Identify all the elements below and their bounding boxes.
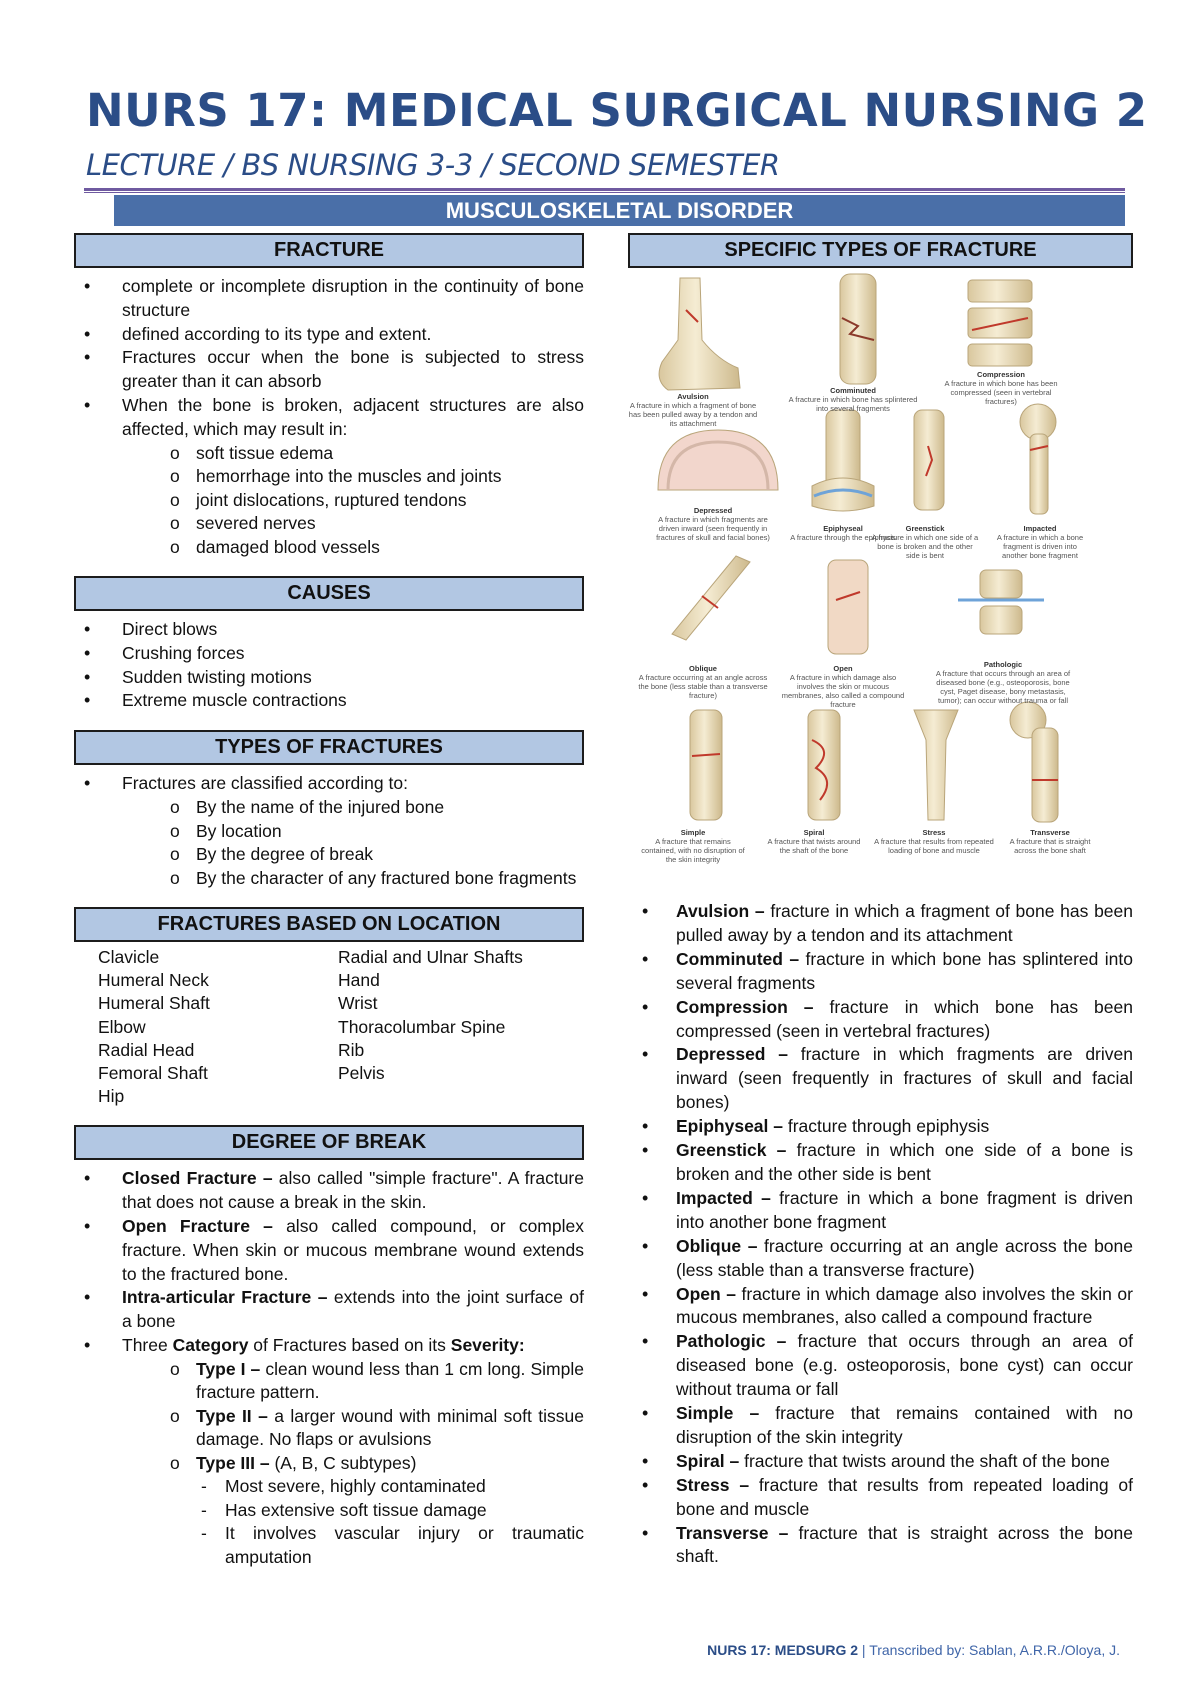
caption-stress: Stress A fracture that results from repeated loading of bone and muscle (874, 828, 994, 855)
degree-list (74, 1167, 584, 1569)
term-type-1: Type I – (196, 1358, 261, 1379)
term: Oblique – (676, 1235, 758, 1256)
desc-intra: extends into the joint surface of a bone (122, 1287, 585, 1332)
desc-closed: also called "simple fracture". A fracture that does not cause a break in the skin. (122, 1168, 584, 1213)
topic-banner: MUSCULOSKELETAL DISORDER (114, 195, 1125, 226)
specific-types-list (628, 900, 1133, 1569)
list-item (628, 900, 1133, 948)
list-item: • Direct blows (74, 618, 584, 642)
term: Stress – (676, 1474, 750, 1495)
sub-item (122, 1452, 584, 1570)
term: Open – (676, 1283, 736, 1304)
types-list (74, 772, 584, 890)
list-item: • defined according to its type and extent. (74, 323, 584, 347)
severity-text: of Fractures based on its (248, 1335, 451, 1356)
location-item: Femoral Shaft (98, 1063, 208, 1084)
desc: fracture through epiphysis (783, 1116, 990, 1137)
list-item: • Crushing forces (74, 642, 584, 666)
title-rule (84, 188, 1125, 191)
sub-item (122, 1405, 584, 1452)
location-item: Pelvis (338, 1063, 385, 1084)
list-item (628, 1474, 1133, 1522)
sub-item: o soft tissue edema (122, 442, 584, 466)
term: Transverse – (676, 1522, 789, 1543)
illustration-compression (968, 280, 1032, 366)
list-item (628, 1043, 1133, 1115)
desc: fracture that occurs through an area of diseased bone (e.g. osteoporosis, bone cyst) can occur without trauma or fall (676, 1331, 1133, 1400)
list-item (628, 1330, 1133, 1402)
illustration-open (828, 560, 868, 654)
sub-item: o By location (122, 820, 584, 844)
list-item-text: When the bone is broken, adjacent structures are also affected, which may result in: (122, 394, 584, 439)
illustration-impacted (1020, 404, 1056, 514)
location-col-left (98, 946, 338, 1108)
illustration-avulsion (659, 278, 740, 390)
footer-separator: | (858, 1642, 870, 1658)
location-item: Humeral Neck (98, 970, 209, 991)
list-item (628, 1402, 1133, 1450)
list-item (628, 1450, 1133, 1474)
caption-avulsion: Avulsion A fracture in which a fragment of bone has been pulled away by a tendon and its attachment (628, 392, 758, 428)
desc: fracture in which damage also involves the skin or mucous membranes, also called a compound fracture (676, 1283, 1133, 1328)
illustration-comminuted (840, 274, 876, 384)
section-heading-types: TYPES OF FRACTURES (74, 730, 584, 765)
sub-item: o hemorrhage into the muscles and joints (122, 465, 584, 489)
term: Simple – (676, 1403, 760, 1424)
caption-open: Open A fracture in which damage also involves the skin or mucous membranes, also called a compound fracture (781, 664, 905, 709)
caption-greenstick: Greenstick A fracture in which one side of a bone is broken and the other side is bent (871, 524, 979, 560)
document-title: NURS 17: MEDICAL SURGICAL NURSING 2 (86, 84, 1148, 137)
illustration-simple (690, 710, 722, 820)
location-item: Hand (338, 970, 380, 991)
caption-comminuted: Comminuted A fracture in which bone has splintered into several fragments (788, 386, 918, 413)
caption-compression: Compression A fracture in which bone has been compressed (seen in vertebral fractures) (944, 370, 1058, 406)
left-column (74, 233, 584, 1569)
location-item: Hip (98, 1086, 125, 1107)
illustration-epiphyseal (812, 410, 874, 511)
desc: fracture that twists around the shaft of the bone (739, 1450, 1110, 1471)
term: Avulsion – (676, 901, 765, 921)
term-closed: Closed Fracture – (122, 1168, 273, 1189)
location-table (74, 946, 584, 1108)
caption-simple: Simple A fracture that remains contained, with no disruption of the skin integrity (641, 828, 745, 864)
sub-item (122, 1358, 584, 1405)
sub-item: o joint dislocations, ruptured tendons (122, 489, 584, 513)
fracture-illustrations (628, 270, 1133, 900)
term-type-2: Type II – (196, 1405, 268, 1426)
title-rule-thin (84, 192, 1125, 193)
desc-type-2: a larger wound with minimal soft tissue damage. No flaps or avulsions (196, 1405, 584, 1450)
term: Impacted – (676, 1187, 771, 1208)
list-item (74, 394, 584, 559)
list-item-text: Fractures are classified according to: (122, 773, 408, 794)
illustration-depressed (658, 430, 778, 490)
section-heading-location: FRACTURES BASED ON LOCATION (74, 907, 584, 942)
sub-item: o severed nerves (122, 512, 584, 536)
effects-list (122, 442, 584, 560)
caption-transverse: Transverse A fracture that is straight across the bone shaft (1009, 828, 1091, 855)
desc: fracture in which bone has splintered into several fragments (676, 948, 1133, 993)
desc: fracture that remains contained with no disruption of the skin integrity (676, 1403, 1133, 1447)
desc: fracture in which fragments are driven inward (seen frequently in fractures of skull and facial bones) (676, 1044, 1133, 1113)
list-item: • Extreme muscle contractions (74, 689, 584, 713)
location-item: Humeral Shaft (98, 993, 210, 1014)
desc: fracture in which one side of a bone is broken and the other side is bent (676, 1140, 1133, 1184)
severity-text: Three (122, 1335, 173, 1356)
desc-open: also called compound, or complex fracture. When skin or mucous membrane wound extends to the fractured bone. (122, 1216, 584, 1284)
list-item (628, 1283, 1133, 1331)
illustration-stress (914, 710, 958, 820)
list-item: • Sudden twisting motions (74, 666, 584, 690)
caption-epiphyseal: Epiphyseal A fracture through the epiphysis (790, 524, 896, 542)
list-item (628, 1522, 1133, 1570)
footer-course: NURS 17: MEDSURG 2 (707, 1642, 859, 1658)
desc-type-3: (A, B, C subtypes) (269, 1452, 417, 1473)
term: Epiphyseal – (676, 1116, 783, 1137)
location-item: Radial and Ulnar Shafts (338, 947, 523, 968)
term: Depressed – (676, 1044, 788, 1065)
caption-pathologic: Pathologic A fracture that occurs through an area of diseased bone (e.g., osteoporosis, bone cyst, Paget disease, bony metastasis, tumor); can occur without trauma or fall (935, 660, 1071, 705)
illustration-oblique (672, 556, 750, 640)
list-item (74, 1286, 584, 1334)
sub-item: o damaged blood vessels (122, 536, 584, 560)
caption-impacted: Impacted A fracture in which a bone fragment is driven into another bone fragment (996, 524, 1084, 560)
footer-credit: Transcribed by: Sablan, A.R.R./Oloya, J. (869, 1642, 1120, 1658)
list-item (74, 1167, 584, 1215)
list-item (74, 1215, 584, 1286)
location-col-right (338, 946, 598, 1108)
illustration-greenstick (914, 410, 944, 510)
location-item: Elbow (98, 1016, 146, 1037)
desc-type-1: clean wound less than 1 cm long. Simple fracture pattern. (196, 1358, 584, 1403)
list-item (74, 1334, 584, 1569)
list-item: • complete or incomplete disruption in the continuity of bone structure (74, 275, 584, 323)
sub-item: o By the name of the injured bone (122, 796, 584, 820)
location-item: Clavicle (98, 947, 160, 968)
list-item (628, 1139, 1133, 1187)
sub-item: o By the character of any fractured bone fragments (122, 867, 584, 891)
term: Pathologic – (676, 1331, 787, 1352)
page-footer (707, 1642, 1120, 1658)
fracture-types-figure (628, 270, 1133, 900)
section-heading-fracture: FRACTURE (74, 233, 584, 268)
desc: fracture that results from repeated loading of bone and muscle (676, 1474, 1133, 1519)
list-item (628, 948, 1133, 996)
caption-oblique: Oblique A fracture occurring at an angle across the bone (less stable than a transverse fracture) (638, 664, 768, 700)
sub-item: o By the degree of break (122, 843, 584, 867)
section-heading-specific: SPECIFIC TYPES OF FRACTURE (628, 233, 1133, 268)
illustration-transverse (1010, 702, 1058, 822)
list-item (628, 1235, 1133, 1283)
location-item: Thoracolumbar Spine (338, 1016, 506, 1037)
location-item: Wrist (338, 993, 378, 1014)
illustration-spiral (808, 710, 840, 820)
fracture-list (74, 275, 584, 559)
location-item: Radial Head (98, 1039, 195, 1060)
desc: fracture in which a bone fragment is driven into another bone fragment (676, 1187, 1133, 1232)
severity-category: Category (172, 1335, 249, 1356)
term-intra: Intra-articular Fracture – (122, 1287, 328, 1308)
caption-spiral: Spiral A fracture that twists around the shaft of the bone (767, 828, 861, 855)
desc: fracture in which a fragment of bone has been pulled away by a tendon and its attachment (676, 901, 1133, 945)
term-open: Open Fracture – (122, 1216, 273, 1237)
dash-item: - It involves vascular injury or traumatic amputation (122, 1522, 584, 1569)
location-item: Rib (338, 1039, 365, 1060)
type-3-list (122, 1475, 584, 1569)
section-heading-causes: CAUSES (74, 576, 584, 611)
list-item (628, 1187, 1133, 1235)
list-item (628, 1115, 1133, 1139)
severity-label: Severity: (450, 1335, 525, 1356)
term-type-3: Type III – (196, 1452, 270, 1473)
term: Comminuted – (676, 948, 800, 969)
desc: fracture that is straight across the bone shaft. (676, 1522, 1133, 1567)
classification-list (122, 796, 584, 890)
term: Spiral – (676, 1450, 740, 1471)
dash-item: - Most severe, highly contaminated (122, 1475, 584, 1499)
list-item (74, 772, 584, 890)
document-subtitle: LECTURE / BS NURSING 3-3 / SECOND SEMESTER (86, 148, 780, 182)
illustration-pathologic (958, 570, 1044, 634)
right-column (628, 233, 1133, 1569)
section-heading-degree: DEGREE OF BREAK (74, 1125, 584, 1160)
causes-list (74, 618, 584, 713)
list-item: • Fractures occur when the bone is subjected to stress greater than it can absorb (74, 346, 584, 394)
dash-item: - Has extensive soft tissue damage (122, 1499, 584, 1523)
desc: fracture in which bone has been compressed (seen in vertebral fractures) (676, 996, 1133, 1041)
term: Greenstick – (676, 1140, 787, 1161)
desc: fracture occurring at an angle across the bone (less stable than a transverse fracture) (676, 1235, 1133, 1280)
list-item (628, 996, 1133, 1044)
caption-depressed: Depressed A fracture in which fragments are driven inward (seen frequently in fractures of skull and facial bones) (656, 506, 770, 542)
term: Compression – (676, 996, 814, 1017)
severity-list (122, 1358, 584, 1570)
